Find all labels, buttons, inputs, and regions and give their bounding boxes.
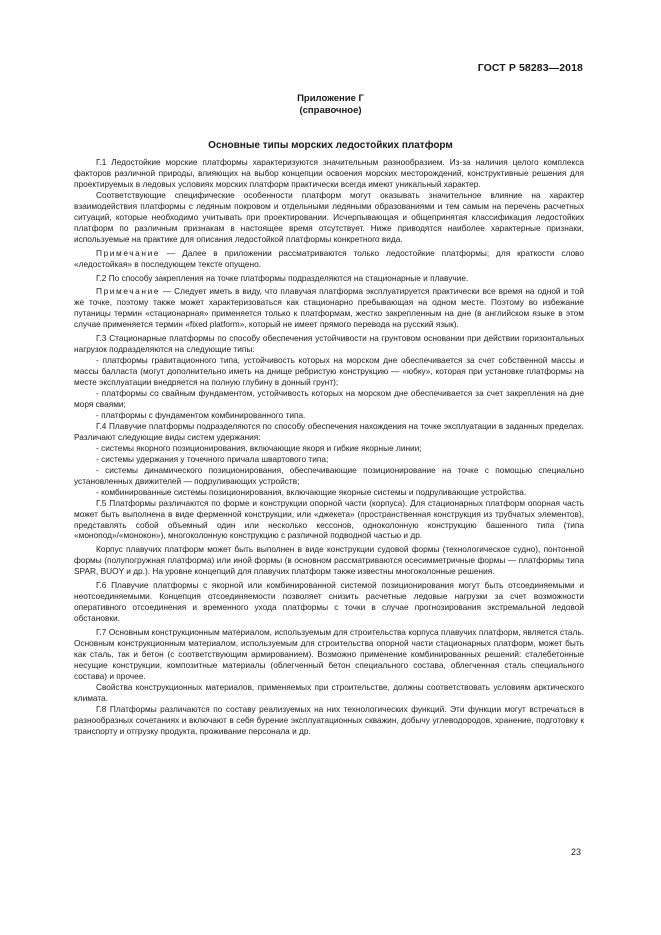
paragraph: Соответствующие специфические особенности платформ могут оказывать значительное влияние на характер взаимодействия платформы с ледяным покровом и отдельными ледяными образованиями и тем самым на перечень расчетных ситуаций, которые необходимо учитывать при проектировании. Исчерпывающая и общепринятая классификация ледостойких платформ по различным признакам в настоящее время отсутствует. Ниже приводятся наиболее характерные признаки, используемые на практике для описания ледостойкой платформы конкретного вида. [74, 189, 584, 244]
annex-type: (справочное) [299, 105, 362, 116]
paragraph: Корпус плавучих платформ может быть выполнен в виде конструкции судовой формы (технологическое судно), понтонной формы (полупогружная платформа) или иной формы (в основном рассматриваются осесимметричные формы — платформы типа SPAR, BUOY и др.). На уровне концепций для плавучих платформ также известны многоколонные решения. [74, 544, 584, 577]
list-item: - системы якорного позиционирования, включающие якоря и гибкие якорные линии; [96, 442, 422, 453]
paragraph: Свойства конструкционных материалов, применяемых при строительстве, должны соответствовать условиям арктического климата. [74, 681, 584, 703]
page-number: 23 [570, 847, 581, 857]
section-title: Основные типы морских ледостойких платформ [208, 140, 453, 151]
list-item: - платформы со свайным фундаментом, устойчивость которых на морском дне обеспечивается за счет закрепления на дне моря сваями; [74, 388, 584, 410]
paragraph-g4: Г.4 Плавучие платформы подразделяются по способу обеспечения нахождения на точке эксплуатации в заданных пределах. Различают следующие виды систем удержания: [74, 420, 584, 442]
list-item: - системы удержания у точечного причала швартового типа; [96, 453, 329, 464]
note [74, 248, 584, 270]
note-text: — Следует иметь в виду, что плавучая платформа эксплуатируется практически все время на одной и той же точке, поэтому также может характеризоваться как стационарно пребывающая на одном месте. Поэтому во избежание путаницы термин «стационарная» применяется только к платформам, жестко закрепленным на дне (в английском языке в этом случае применяется термин «fixed platform», который не имеет прямого перевода на русский язык). [74, 286, 584, 330]
note-label: Примечание [96, 247, 161, 258]
paragraph-g8: Г.8 Платформы различаются по составу реализуемых на них технологических функций. Эти функции могут встречаться в разнообразных сочетаниях и включают в себя бурение эксплуатационных скважин, добычу углеводородов, хранение, подготовку к транспорту и отгрузку продукта, проживание персонала и др. [74, 703, 584, 736]
paragraph-g1: Г.1 Ледостойкие морские платформы характеризуются значительным разнообразием. Из-за наличия целого комплекса факторов различной природы, влияющих на выбор концепции освоения морских месторождений, конструктивные решения для проектируемых в ледовых условиях морских платформ практически всегда имеют уникальный характер. [74, 157, 584, 189]
paragraph-g7: Г.7 Основным конструкционным материалом, используемым для строительства корпуса плавучих платформ, является сталь. Основным конструкционным материалом, используемым для строительства опорной части стационарных платформ, может быть как сталь, так и бетон (с соответствующим армированием). Возможно применение комбинированных решений: сталебетонные несущие конструкции, композитные материалы (облегченный бетон специального состава, облегченная сталь специального состава) и прочее. [74, 627, 584, 681]
note-text: — Далее в приложении рассматриваются только ледостойкие платформы; для краткости слово «ледостойкая» в последующем тексте опущено. [74, 247, 584, 269]
list-item: - системы динамического позиционирования, обеспечивающие позиционирование на точке с помощью специально установленных движителей — подруливающих устройств; [74, 464, 584, 486]
paragraph-g2: Г.2 По способу закрепления на точке платформы подразделяются на стационарные и плавучие. [96, 272, 469, 283]
note [74, 286, 584, 330]
list-item: - платформы с фундаментом комбинированного типа. [96, 409, 306, 420]
list-item: - платформы гравитационного типа, устойчивость которых на морском дне обеспечивается за счет собственной массы и массы балласта (могут дополнительно иметь на днище ребристую конструкцию — «юбку», которая при установке платформы на месте эксплуатации внедряется на полную глубину в донный грунт); [74, 355, 584, 388]
paragraph-g3: Г.3 Стационарные платформы по способу обеспечения устойчивости на грунтовом основании при действии горизонтальных нагрузок подразделяются на следующие типы: [74, 333, 584, 355]
annex-heading [0, 93, 661, 117]
paragraph-g5: Г.5 Платформы различаются по форме и конструкции опорной части (корпуса). Для стационарных платформ опорная часть может быть выполнена в виде ферменной конструкции, или «джекета» (пространственная конструкция из трубчатых элементов), представлять собой объемный один или несколько кессонов, одноколонную конструкцию башенного типа (типа «моноnод»/«монокон»), многоколонную конструкцию с различной подводной частью и др. [74, 497, 584, 541]
list-item: - комбинированные системы позиционирования, включающие якорные системы и подруливающие устройства. [96, 486, 527, 497]
note-label: Примечание [96, 286, 161, 297]
paragraph-g6: Г.6 Плавучие платформы с якорной или комбинированной системой позиционирования могут быть отсоединяемыми и неотсоединяемыми. Концепция отсоединяемости позволяет снизить расчетные ледовые нагрузки за счет возможности оперативного отсоединения и временного ухода платформы с точки в случае прогнозирования экстремальной ледовой обстановки. [74, 580, 584, 624]
annex-label: Приложение Г [297, 93, 364, 104]
standard-code: ГОСТ Р 58283—2018 [477, 62, 583, 74]
body-text [74, 157, 584, 737]
